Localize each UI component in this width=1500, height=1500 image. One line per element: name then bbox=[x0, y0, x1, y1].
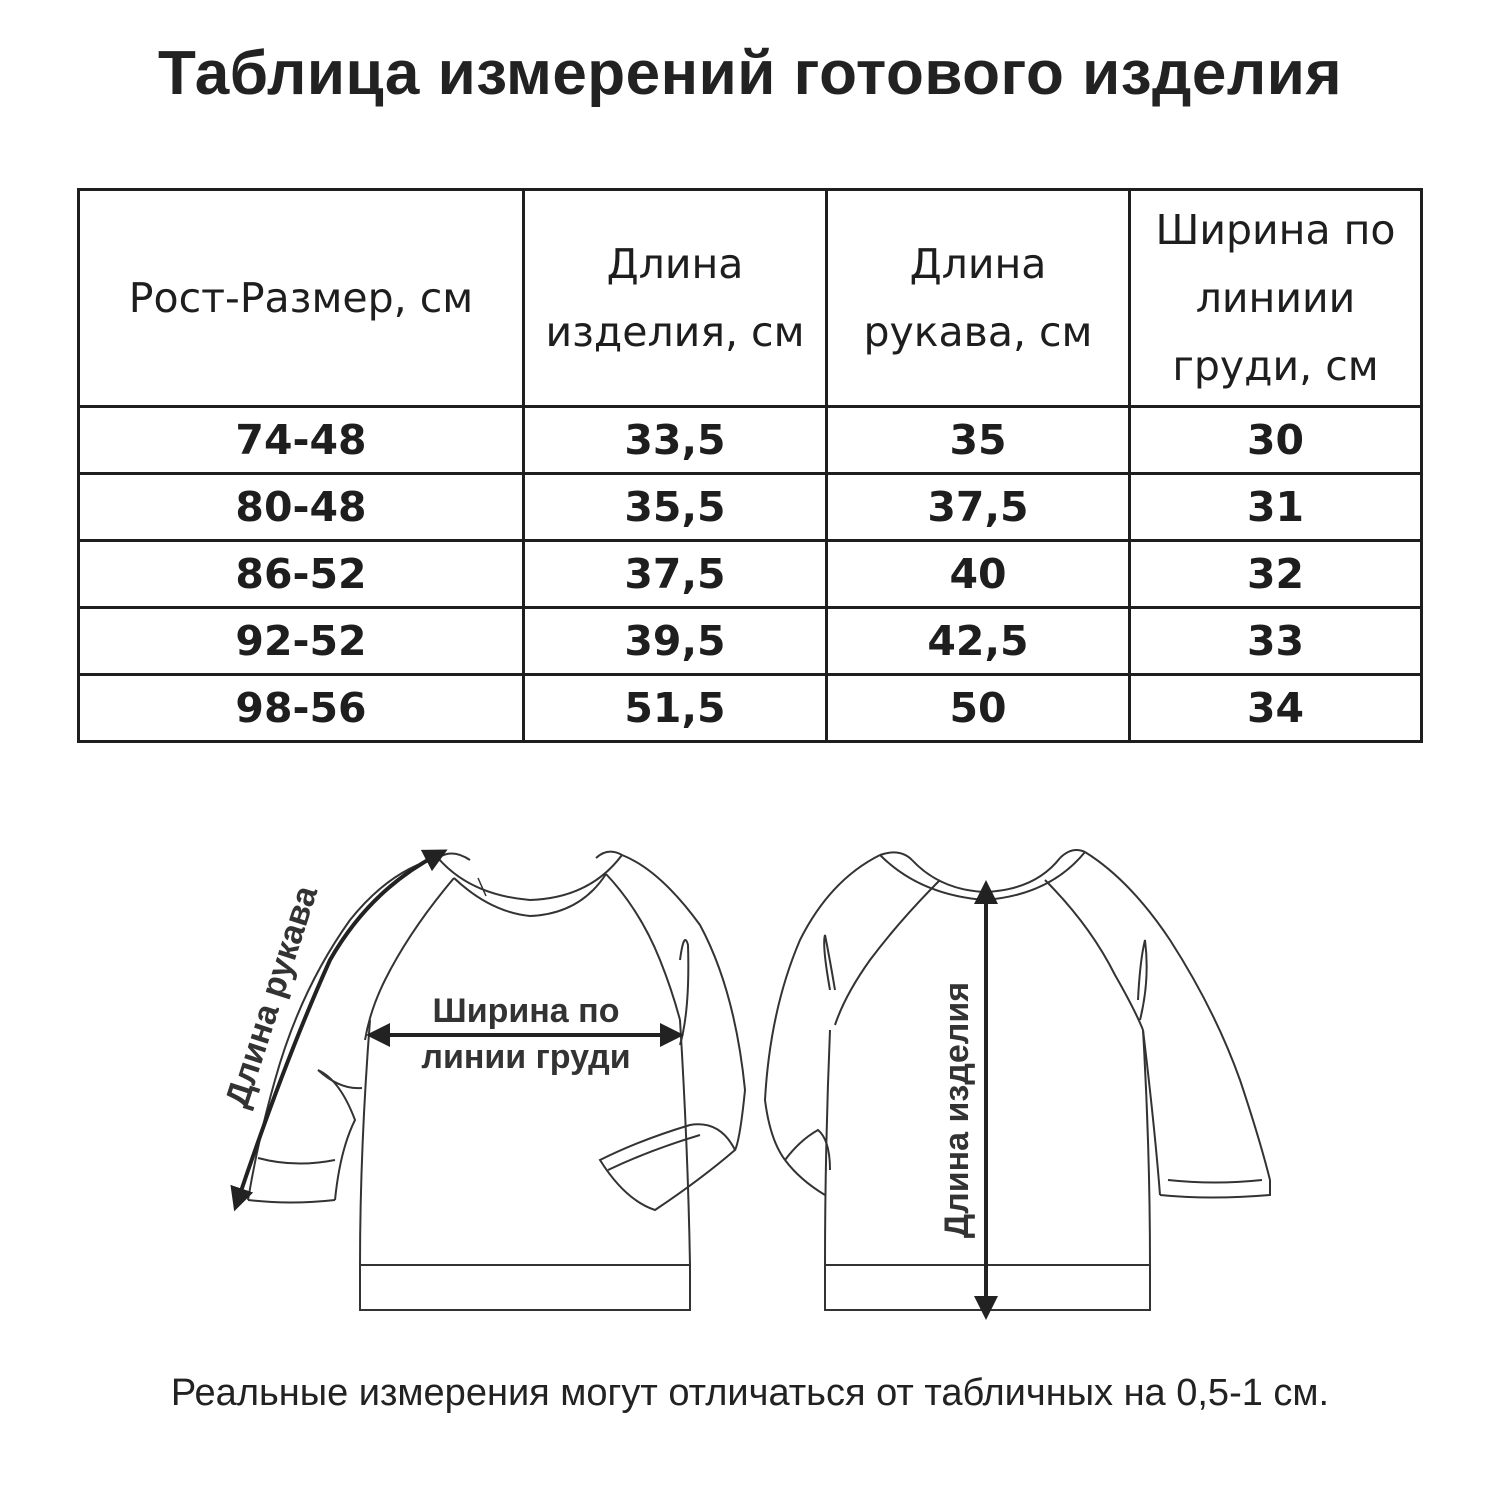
sleeve-length-label: Длина рукава bbox=[217, 881, 326, 1112]
sweatshirt-front-icon bbox=[248, 852, 745, 1350]
chest-width-label-line1: Ширина по bbox=[432, 992, 620, 1030]
table-cell: 35 bbox=[827, 407, 1130, 474]
header-garment-length-text: Длина изделия, см bbox=[545, 240, 805, 356]
table-cell: 98-56 bbox=[79, 675, 524, 742]
header-garment-length bbox=[524, 190, 827, 407]
header-sleeve-length-text: Длина рукава, см bbox=[863, 240, 1093, 356]
table-cell: 33,5 bbox=[524, 407, 827, 474]
table-cell: 40 bbox=[827, 541, 1130, 608]
table-cell: 42,5 bbox=[827, 608, 1130, 675]
table-row bbox=[79, 407, 1422, 474]
measurement-note: Реальные измерения могут отличаться от табличных на 0,5-1 см. bbox=[170, 1372, 1330, 1414]
page-title: Таблица измерений готового изделия bbox=[157, 39, 1343, 108]
table-cell: 39,5 bbox=[524, 608, 827, 675]
table-header-row bbox=[79, 190, 1422, 407]
table-row bbox=[79, 541, 1422, 608]
header-chest-width bbox=[1130, 190, 1422, 407]
size-table bbox=[77, 188, 1423, 743]
table-cell: 37,5 bbox=[827, 474, 1130, 541]
table-row bbox=[79, 474, 1422, 541]
garment-diagram bbox=[180, 830, 1320, 1350]
header-chest-width-text: Ширина по линиии груди, см bbox=[1155, 206, 1396, 390]
table-cell: 51,5 bbox=[524, 675, 827, 742]
table-cell: 50 bbox=[827, 675, 1130, 742]
table-cell: 92-52 bbox=[79, 608, 524, 675]
chest-width-label-line2: линии груди bbox=[421, 1038, 631, 1076]
header-sleeve-length bbox=[827, 190, 1130, 407]
table-cell: 33 bbox=[1130, 608, 1422, 675]
table-cell: 32 bbox=[1130, 541, 1422, 608]
table-cell: 35,5 bbox=[524, 474, 827, 541]
table-cell: 30 bbox=[1130, 407, 1422, 474]
table-cell: 37,5 bbox=[524, 541, 827, 608]
table-row bbox=[79, 608, 1422, 675]
table-cell: 86-52 bbox=[79, 541, 524, 608]
table-cell: 80-48 bbox=[79, 474, 524, 541]
header-height-size: Рост-Размер, см bbox=[79, 190, 524, 407]
sweatshirt-back-icon bbox=[765, 850, 1270, 1310]
table-cell: 34 bbox=[1130, 675, 1422, 742]
table-cell: 31 bbox=[1130, 474, 1422, 541]
table-cell: 74-48 bbox=[79, 407, 524, 474]
table-row bbox=[79, 675, 1422, 742]
garment-length-label: Длина изделия bbox=[938, 981, 976, 1239]
